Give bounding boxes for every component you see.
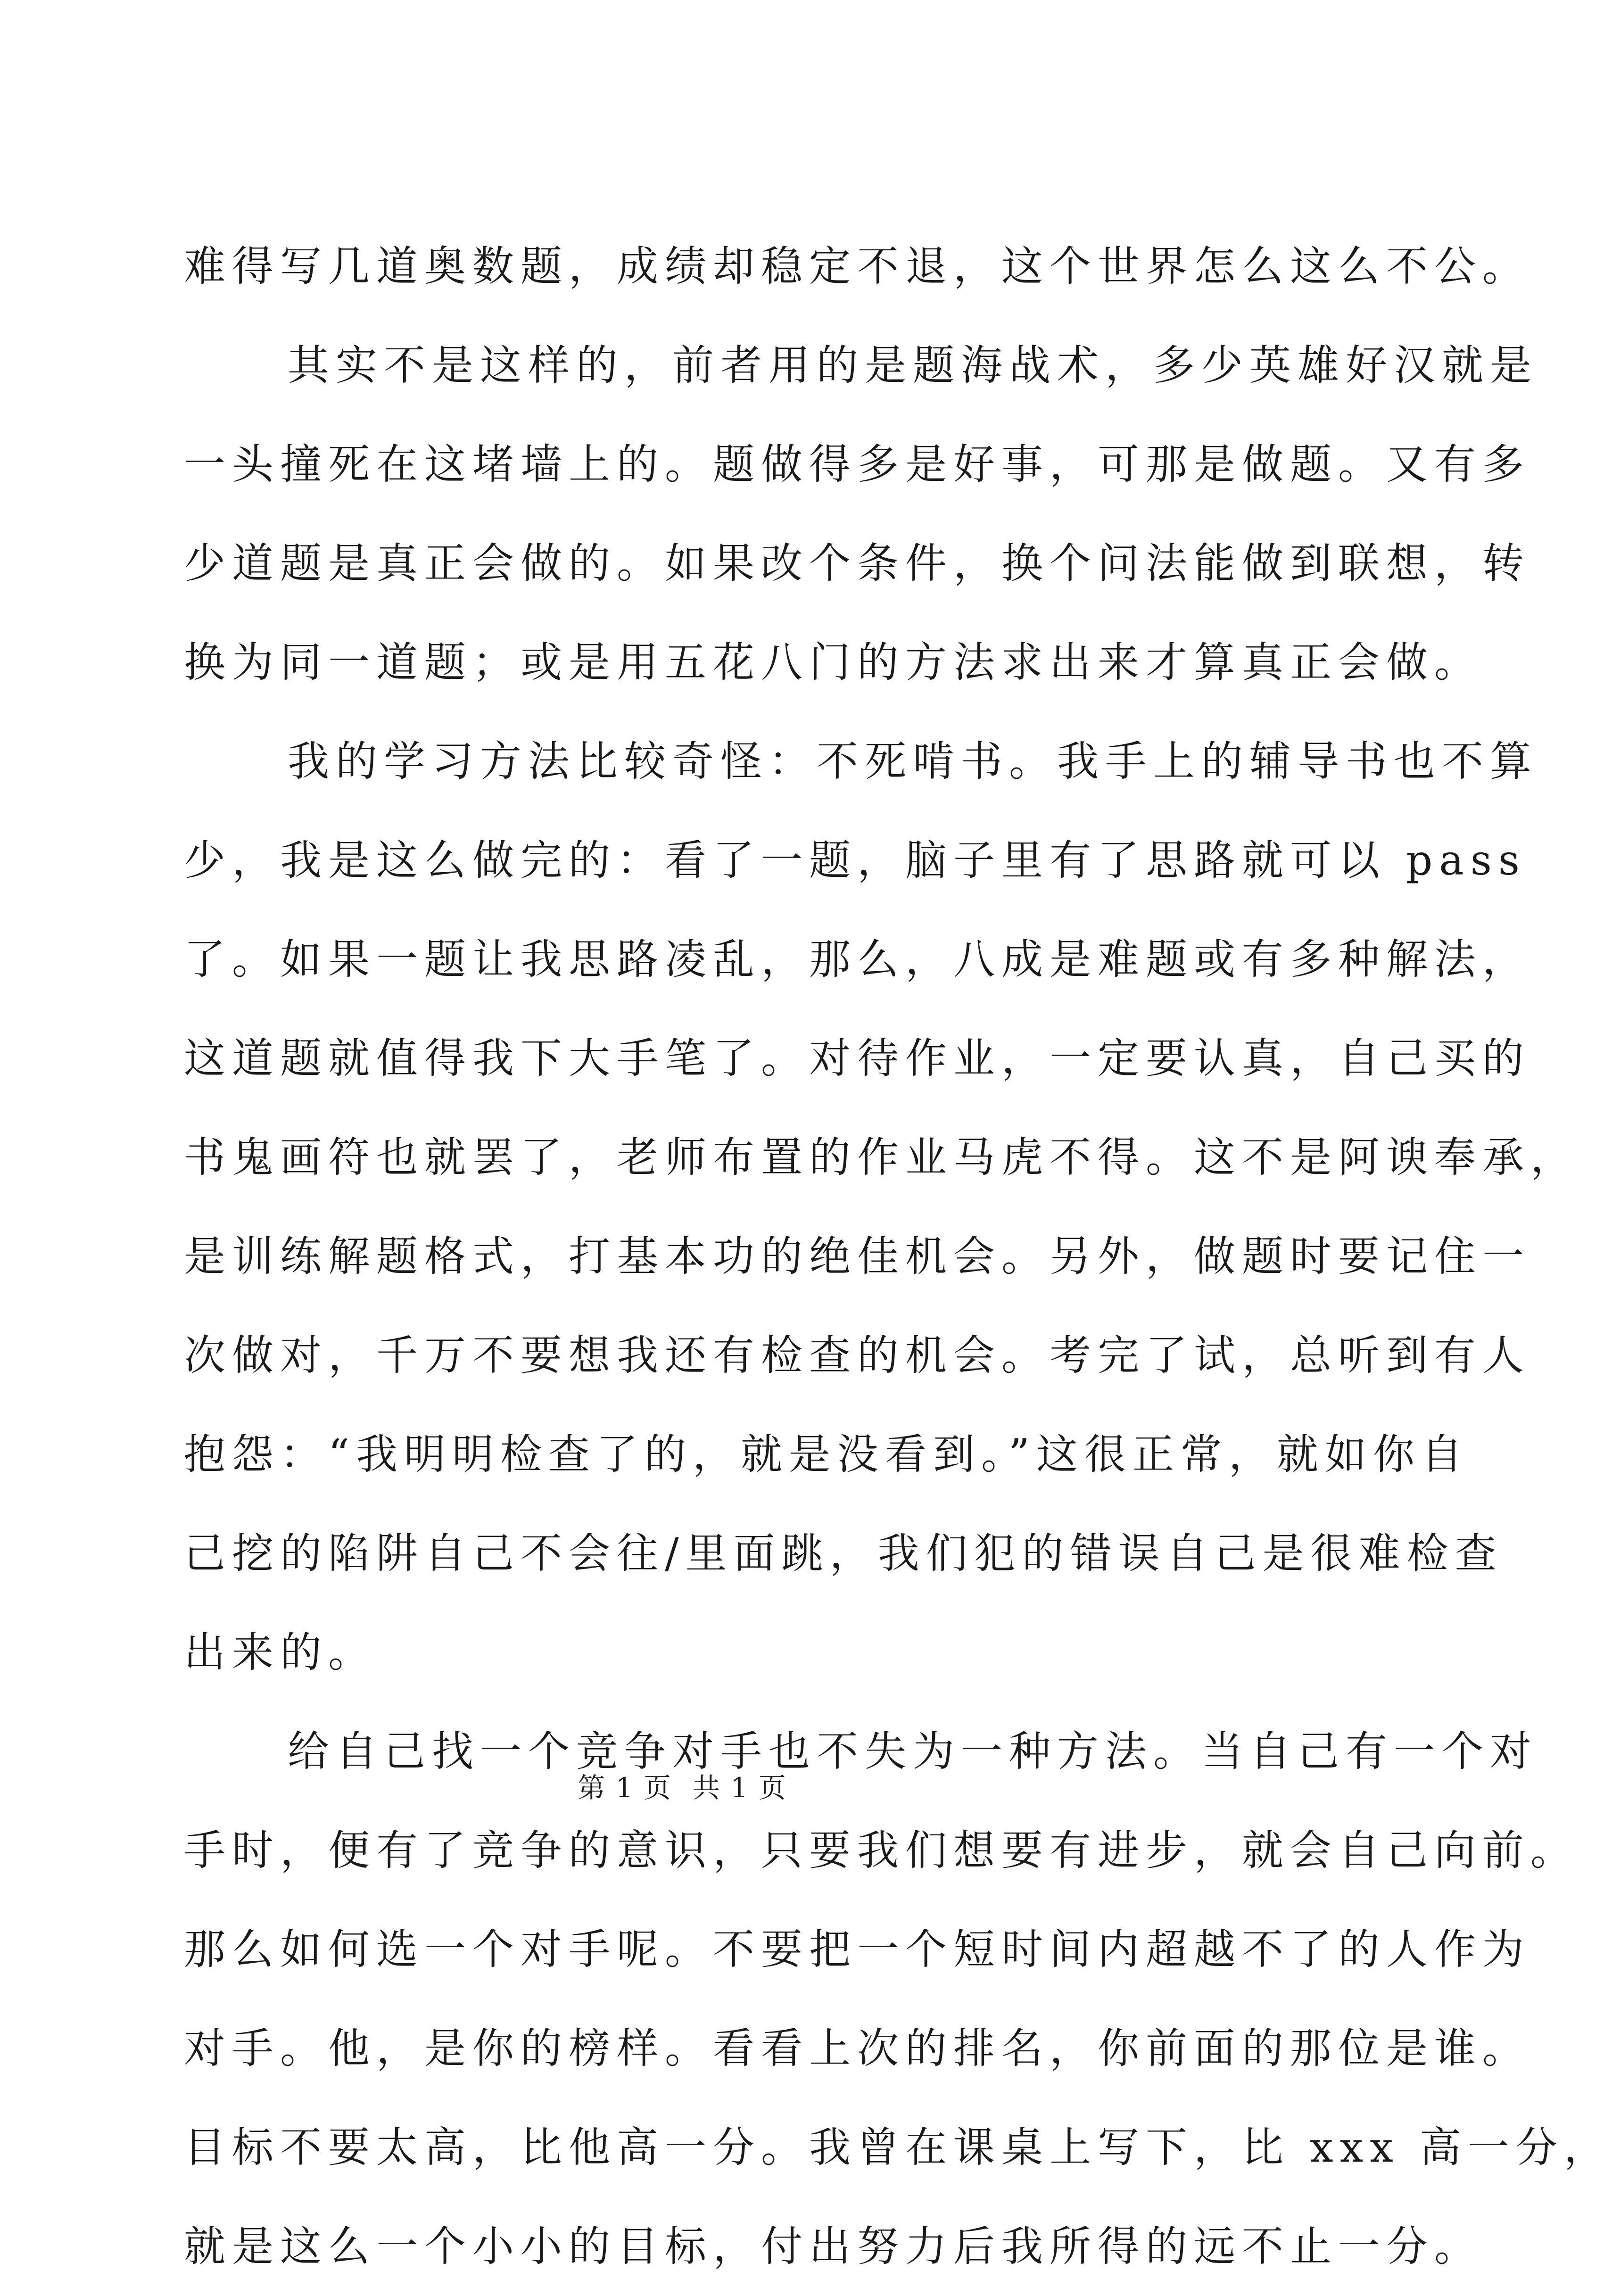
page-total: 共 1 页 (693, 1772, 787, 1804)
text-line-7: 少，我是这么做完的：看了一题，脑子里有了思路就可以 pass (184, 836, 1527, 884)
text-line-11: 是训练解题格式，打基本功的绝佳机会。另外，做题时要记住一 (184, 1232, 1531, 1280)
text-line-5: 换为同一道题；或是用五花八门的方法求出来才算真正会做。 (184, 638, 1483, 686)
text-line-21: 就是这么一个小小的目标，付出努力后我所得的远不止一分。 (184, 2222, 1483, 2271)
text-line-17: 手时，便有了竞争的意识，只要我们想要有进步，就会自己向前。 (184, 1826, 1579, 1875)
text-line-6: 我的学习方法比较奇怪：不死啃书。我手上的辅导书也不算 (288, 737, 1538, 785)
page-footer (0, 1766, 1364, 1805)
text-line-15: 出来的。 (184, 1628, 377, 1677)
text-line-14: 己挖的陷阱自己不会往/里面跳，我们犯的错误自己是很难检查 (184, 1529, 1503, 1577)
text-line-12: 次做对，千万不要想我还有检查的机会。考完了试，总听到有人 (184, 1331, 1531, 1379)
text-line-16: 给自己找一个竞争对手也不失为一种方法。当自己有一个对 (288, 1727, 1538, 1776)
text-line-8: 了。如果一题让我思路凌乱，那么，八成是难题或有多种解法， (184, 935, 1531, 983)
text-line-19: 对手。他，是你的榜样。看看上次的排名，你前面的那位是谁。 (184, 2024, 1531, 2073)
text-line-18: 那么如何选一个对手呢。不要把一个短时间内超越不了的人作为 (184, 1925, 1531, 1974)
text-line-9: 这道题就值得我下大手笔了。对待作业，一定要认真，自己买的 (184, 1034, 1531, 1082)
document-body (184, 217, 1612, 2296)
text-line-13: 抱怨：“我明明检查了的，就是没看到。”这很正常，就如你自 (184, 1430, 1469, 1478)
text-line-20: 目标不要太高，比他高一分。我曾在课桌上写下，比 xxx 高一分， (184, 2123, 1612, 2172)
text-line-2: 其实不是这样的，前者用的是题海战术，多少英雄好汉就是 (288, 341, 1538, 389)
page-number: 第 1 页 (578, 1772, 672, 1804)
text-line-10: 书鬼画符也就罢了，老师布置的作业马虎不得。这不是阿谀奉承， (184, 1133, 1579, 1181)
text-line-4: 少道题是真正会做的。如果改个条件，换个问法能做到联想，转 (184, 539, 1531, 587)
text-line-3: 一头撞死在这堵墙上的。题做得多是好事，可那是做题。又有多 (184, 440, 1531, 488)
text-line-1: 难得写几道奥数题，成绩却稳定不退，这个世界怎么这么不公。 (184, 242, 1531, 290)
